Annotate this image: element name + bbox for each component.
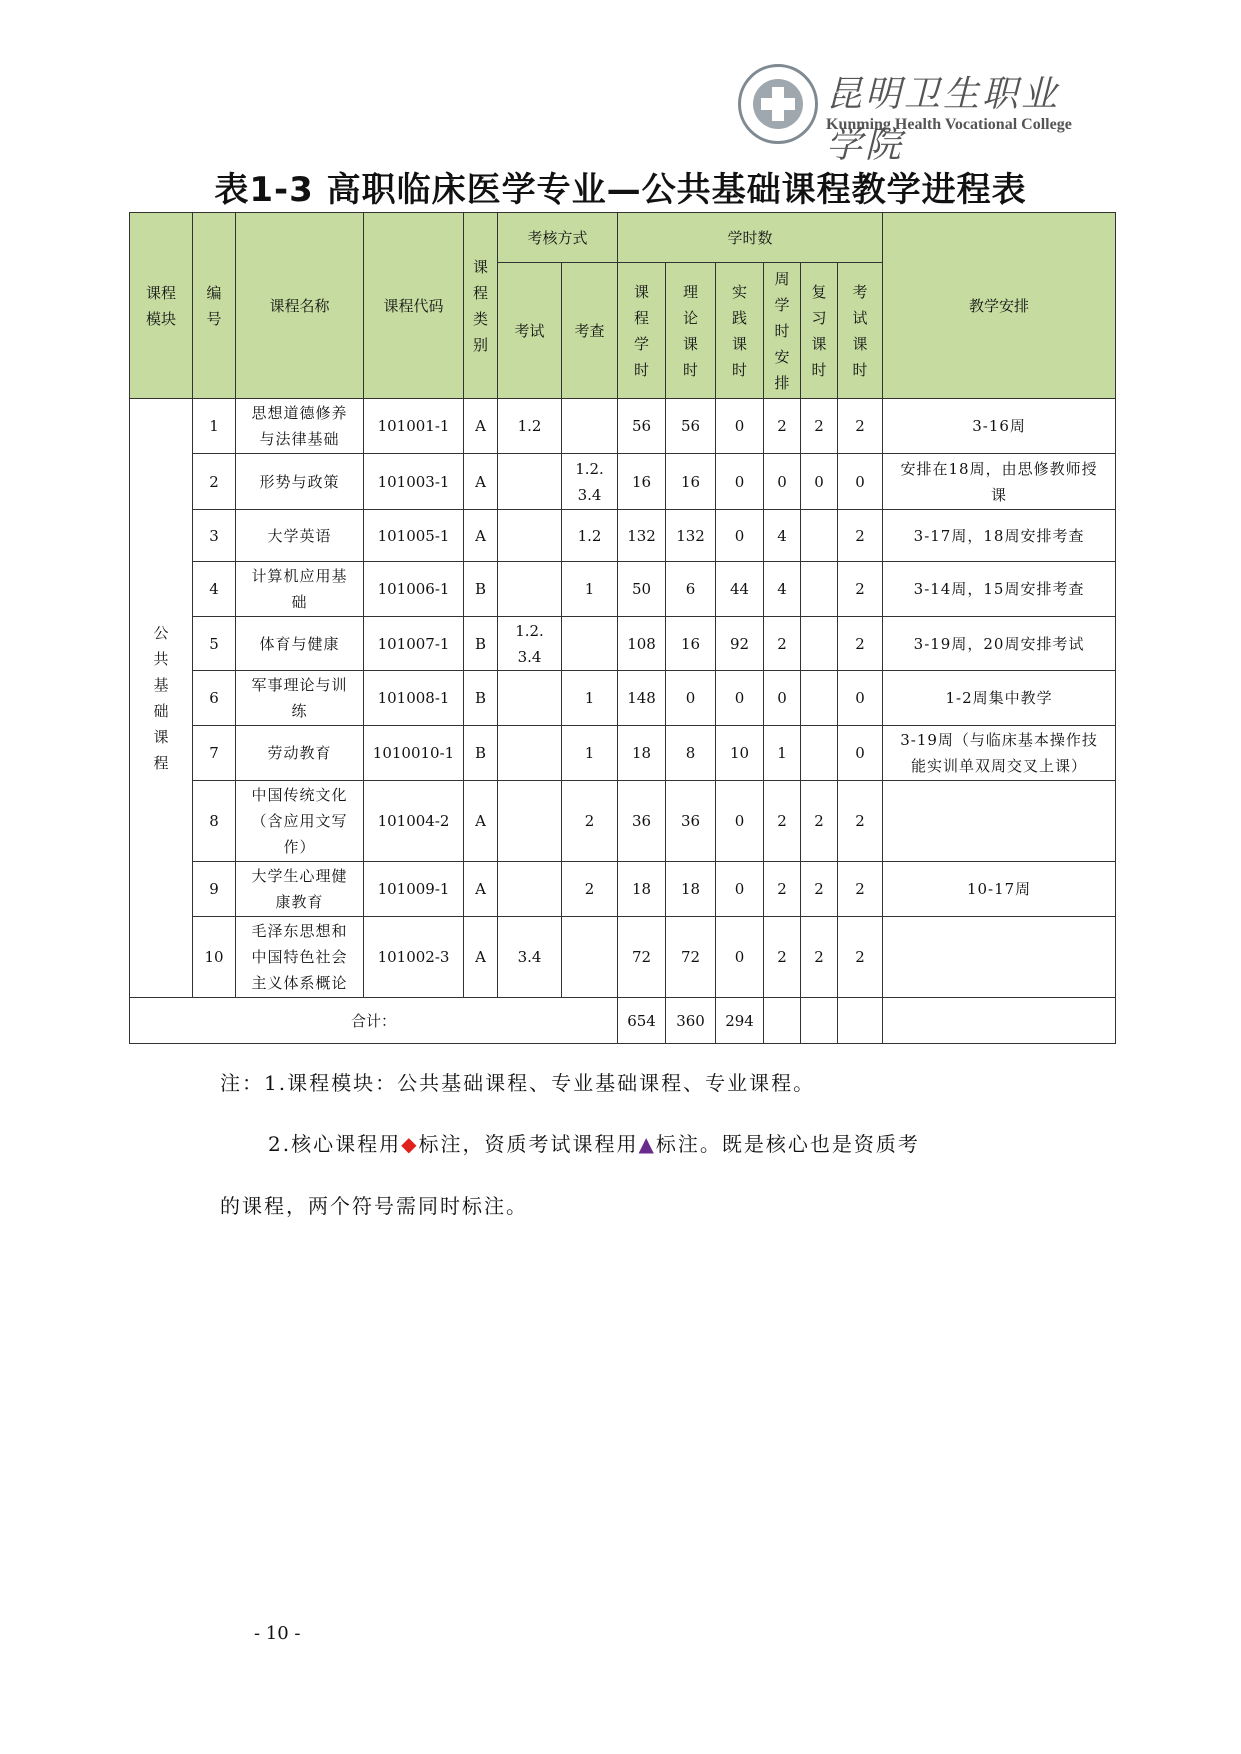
total-empty-cell [838, 998, 883, 1044]
note-line-2-part-b: 标注，资质考试课程用 [418, 1132, 639, 1156]
header-hours: 学时数 [618, 213, 883, 263]
cell-course-code: 101004-2 [364, 781, 464, 862]
cell-review-hours [801, 671, 838, 726]
cell-course-name: 毛泽东思想和 中国特色社会 主义体系概论 [236, 917, 364, 998]
note-line-2 [268, 1128, 920, 1157]
cell-weekly-hours: 1 [764, 726, 801, 781]
cell-total-hours: 18 [618, 726, 666, 781]
cell-practice-hours: 10 [716, 726, 764, 781]
cell-course-code: 101006-1 [364, 562, 464, 617]
cell-exam [498, 454, 562, 510]
cell-total-hours: 56 [618, 399, 666, 454]
cell-course-code: 101001-1 [364, 399, 464, 454]
cell-theory-hours: 132 [666, 510, 716, 562]
table-row [130, 917, 1116, 998]
cell-review-hours: 2 [801, 781, 838, 862]
cell-weekly-hours: 0 [764, 454, 801, 510]
header-assessment: 考核方式 [498, 213, 618, 263]
cell-practice-hours: 0 [716, 399, 764, 454]
cell-review-hours: 0 [801, 454, 838, 510]
note-line-2-part-c: 标注。既是核心也是资质考 [655, 1132, 920, 1156]
cell-arrangement: 3-19周（与临床基本操作技 能实训单双周交叉上课） [883, 726, 1116, 781]
cell-theory-hours: 16 [666, 454, 716, 510]
cell-theory-hours: 18 [666, 862, 716, 917]
header-total-hours: 课 程 学 时 [618, 263, 666, 399]
cell-arrangement: 3-16周 [883, 399, 1116, 454]
cell-theory-hours: 0 [666, 671, 716, 726]
cell-course-name: 大学英语 [236, 510, 364, 562]
cell-exam: 1.2. 3.4 [498, 617, 562, 671]
cell-total-hours: 72 [618, 917, 666, 998]
cell-course-code: 101002-3 [364, 917, 464, 998]
cell-weekly-hours: 4 [764, 510, 801, 562]
cell-total-hours: 50 [618, 562, 666, 617]
cell-category: B [464, 562, 498, 617]
cell-course-name: 军事理论与训 练 [236, 671, 364, 726]
total-row [130, 998, 1116, 1044]
table-row [130, 617, 1116, 671]
total-total-hours: 654 [618, 998, 666, 1044]
cell-no: 2 [193, 454, 236, 510]
cell-category: B [464, 671, 498, 726]
college-name-en: Kunming Health Vocational College [826, 116, 1072, 133]
note-line-2-part-a: 2.核心课程用 [268, 1132, 402, 1156]
cell-arrangement: 3-17周，18周安排考查 [883, 510, 1116, 562]
cell-course-code: 101005-1 [364, 510, 464, 562]
cell-practice-hours: 44 [716, 562, 764, 617]
cell-weekly-hours: 2 [764, 862, 801, 917]
cell-category: A [464, 917, 498, 998]
header-name: 课程名称 [236, 213, 364, 399]
cell-course-name: 中国传统文化 （含应用文写 作） [236, 781, 364, 862]
cell-total-hours: 148 [618, 671, 666, 726]
cell-no: 1 [193, 399, 236, 454]
cell-practice-hours: 0 [716, 454, 764, 510]
college-logo [738, 60, 1098, 166]
table-row [130, 510, 1116, 562]
cell-weekly-hours: 4 [764, 562, 801, 617]
cell-exam-hours: 0 [838, 454, 883, 510]
cell-check: 1.2 [562, 510, 618, 562]
cell-review-hours: 2 [801, 917, 838, 998]
cell-review-hours [801, 726, 838, 781]
cell-check: 1 [562, 562, 618, 617]
cell-exam-hours: 0 [838, 671, 883, 726]
cell-total-hours: 36 [618, 781, 666, 862]
cell-exam-hours: 2 [838, 617, 883, 671]
cell-theory-hours: 16 [666, 617, 716, 671]
cell-check: 1.2. 3.4 [562, 454, 618, 510]
cell-theory-hours: 56 [666, 399, 716, 454]
cell-exam-hours: 0 [838, 726, 883, 781]
cell-weekly-hours: 2 [764, 399, 801, 454]
cell-check: 2 [562, 862, 618, 917]
module-cell: 公 共 基 础 课 程 [130, 399, 193, 998]
cell-arrangement: 安排在18周，由思修教师授 课 [883, 454, 1116, 510]
cell-theory-hours: 36 [666, 781, 716, 862]
header-practice-hours: 实 践 课 时 [716, 263, 764, 399]
cell-arrangement [883, 917, 1116, 998]
cell-course-name: 形势与政策 [236, 454, 364, 510]
cell-practice-hours: 92 [716, 617, 764, 671]
cell-check [562, 917, 618, 998]
cell-practice-hours: 0 [716, 917, 764, 998]
cell-exam [498, 781, 562, 862]
cell-exam [498, 671, 562, 726]
cell-exam-hours: 2 [838, 562, 883, 617]
page-number: - 10 - [254, 1623, 301, 1644]
cell-course-code: 101007-1 [364, 617, 464, 671]
cell-check: 2 [562, 781, 618, 862]
total-label: 合计： [130, 998, 618, 1044]
cell-category: A [464, 781, 498, 862]
cell-check: 1 [562, 671, 618, 726]
table-row [130, 562, 1116, 617]
cell-exam [498, 510, 562, 562]
note-line-1: 注：1.课程模块：公共基础课程、专业基础课程、专业课程。 [220, 1071, 816, 1095]
cell-check [562, 399, 618, 454]
cell-course-name: 计算机应用基 础 [236, 562, 364, 617]
cell-theory-hours: 72 [666, 917, 716, 998]
cell-no: 3 [193, 510, 236, 562]
cell-total-hours: 108 [618, 617, 666, 671]
cell-exam-hours: 2 [838, 862, 883, 917]
cell-exam [498, 562, 562, 617]
cell-review-hours: 2 [801, 399, 838, 454]
triangle-icon: ▲ [638, 1132, 656, 1156]
cell-category: A [464, 399, 498, 454]
cell-practice-hours: 0 [716, 781, 764, 862]
header-theory-hours: 理 论 课 时 [666, 263, 716, 399]
cell-course-code: 101009-1 [364, 862, 464, 917]
cell-exam-hours: 2 [838, 399, 883, 454]
cell-no: 7 [193, 726, 236, 781]
cell-course-name: 体育与健康 [236, 617, 364, 671]
cell-theory-hours: 6 [666, 562, 716, 617]
cell-exam [498, 862, 562, 917]
header-no: 编 号 [193, 213, 236, 399]
total-practice-hours: 294 [716, 998, 764, 1044]
total-empty-cell [764, 998, 801, 1044]
cell-no: 4 [193, 562, 236, 617]
header-weekly-hours: 周 学 时 安 排 [764, 263, 801, 399]
header-check: 考查 [562, 263, 618, 399]
cell-category: A [464, 862, 498, 917]
college-emblem-icon [738, 64, 818, 144]
cell-weekly-hours: 0 [764, 671, 801, 726]
cell-total-hours: 18 [618, 862, 666, 917]
cell-exam: 1.2 [498, 399, 562, 454]
header-exam: 考试 [498, 263, 562, 399]
cell-exam: 3.4 [498, 917, 562, 998]
diamond-icon: ◆ [401, 1132, 419, 1156]
cell-arrangement: 3-14周，15周安排考查 [883, 562, 1116, 617]
course-schedule-table [129, 212, 1116, 1044]
cell-review-hours: 2 [801, 862, 838, 917]
cell-practice-hours: 0 [716, 862, 764, 917]
cell-course-code: 1010010-1 [364, 726, 464, 781]
cell-weekly-hours: 2 [764, 781, 801, 862]
cell-exam-hours: 2 [838, 781, 883, 862]
cell-theory-hours: 8 [666, 726, 716, 781]
cell-exam-hours: 2 [838, 917, 883, 998]
total-empty-cell [801, 998, 838, 1044]
cell-course-name: 劳动教育 [236, 726, 364, 781]
header-exam-hours: 考 试 课 时 [838, 263, 883, 399]
table-row [130, 862, 1116, 917]
cell-no: 9 [193, 862, 236, 917]
cell-total-hours: 16 [618, 454, 666, 510]
header-review-hours: 复 习 课 时 [801, 263, 838, 399]
cell-check: 1 [562, 726, 618, 781]
cell-course-code: 101008-1 [364, 671, 464, 726]
total-empty-cell [883, 998, 1116, 1044]
table-row [130, 781, 1116, 862]
header-arrangement: 教学安排 [883, 213, 1116, 399]
table-row [130, 726, 1116, 781]
cell-exam [498, 726, 562, 781]
header-code: 课程代码 [364, 213, 464, 399]
total-theory-hours: 360 [666, 998, 716, 1044]
cell-review-hours [801, 562, 838, 617]
header-module: 课程 模块 [130, 213, 193, 399]
cell-category: B [464, 726, 498, 781]
cell-no: 6 [193, 671, 236, 726]
table-row [130, 399, 1116, 454]
cell-course-name: 大学生心理健 康教育 [236, 862, 364, 917]
cell-no: 10 [193, 917, 236, 998]
cell-weekly-hours: 2 [764, 617, 801, 671]
cell-review-hours [801, 617, 838, 671]
cell-no: 8 [193, 781, 236, 862]
cell-review-hours [801, 510, 838, 562]
note-line-3: 的课程，两个符号需同时标注。 [220, 1194, 528, 1218]
college-name-cn: 昆明卫生职业学院 [826, 74, 1061, 166]
cell-practice-hours: 0 [716, 671, 764, 726]
cell-exam-hours: 2 [838, 510, 883, 562]
cell-arrangement: 1-2周集中教学 [883, 671, 1116, 726]
cell-category: A [464, 510, 498, 562]
table-row [130, 671, 1116, 726]
cell-total-hours: 132 [618, 510, 666, 562]
cell-no: 5 [193, 617, 236, 671]
table-title: 表1-3 高职临床医学专业—公共基础课程教学进程表 [214, 170, 1027, 210]
cell-category: B [464, 617, 498, 671]
cell-weekly-hours: 2 [764, 917, 801, 998]
cell-arrangement: 3-19周，20周安排考试 [883, 617, 1116, 671]
cell-practice-hours: 0 [716, 510, 764, 562]
cell-course-name: 思想道德修养 与法律基础 [236, 399, 364, 454]
cell-category: A [464, 454, 498, 510]
cell-arrangement: 10-17周 [883, 862, 1116, 917]
cell-course-code: 101003-1 [364, 454, 464, 510]
header-category: 课 程 类 别 [464, 213, 498, 399]
cell-arrangement [883, 781, 1116, 862]
cell-check [562, 617, 618, 671]
table-row [130, 454, 1116, 510]
